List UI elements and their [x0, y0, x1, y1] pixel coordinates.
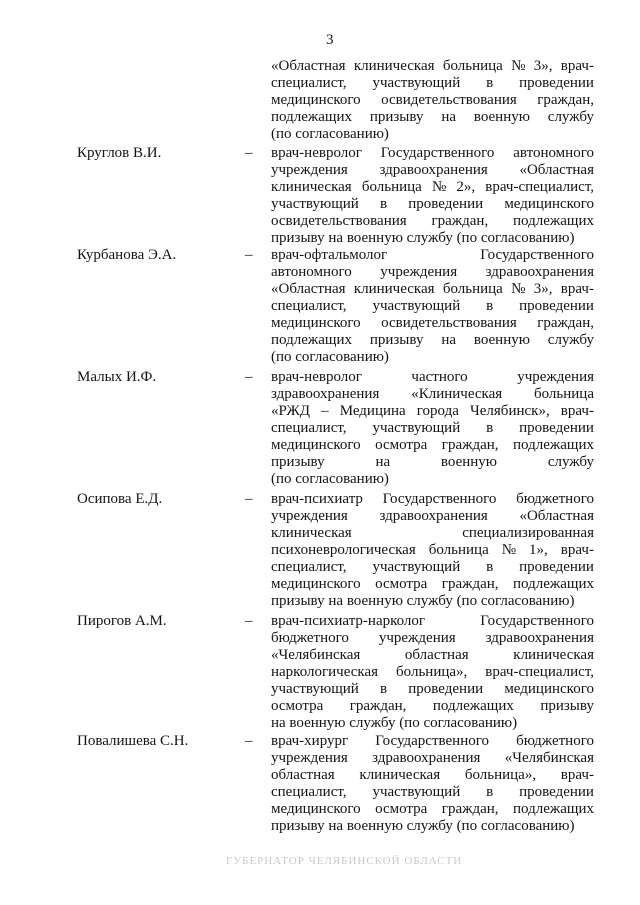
- footer-stamp: ГУБЕРНАТОР ЧЕЛЯБИНСКОЙ ОБЛАСТИ: [226, 855, 463, 867]
- text-line: участвующий в проведении медицинского: [271, 196, 594, 213]
- text-line: специалист, участвующий в проведении: [271, 298, 594, 315]
- text-line: медицинского осмотра граждан, подлежащих: [271, 801, 594, 818]
- text-line: бюджетного учреждения здравоохранения: [271, 630, 594, 647]
- text-line: на военную службу (по согласованию): [271, 715, 518, 732]
- text-line: подлежащих призыву на военную службу: [271, 332, 594, 349]
- text-line: врач-офтальмолог Государственного: [271, 247, 594, 263]
- text-line: врач-психиатр Государственного бюджетного: [271, 491, 594, 507]
- text-line: медицинского освидетельствования граждан,: [271, 315, 594, 332]
- text-line: клиническая больница № 2», врач-специалист,: [271, 179, 594, 196]
- dash-separator: –: [245, 613, 253, 629]
- person-name: Повалишева С.Н.: [77, 733, 189, 749]
- text-line: призыву на военную службу: [271, 454, 594, 471]
- person-name: Круглов В.И.: [77, 145, 162, 161]
- text-line: учреждения здравоохранения «Областная: [271, 508, 594, 525]
- text-line: здравоохранения «Клиническая больница: [271, 386, 594, 403]
- text-line: участвующий в проведении медицинского: [271, 681, 594, 698]
- text-line: «Областная клиническая больница № 3», врач-: [271, 58, 594, 74]
- text-line: автономного учреждения здравоохранения: [271, 264, 594, 281]
- page-number: 3: [326, 32, 334, 48]
- text-line: наркологическая больница», врач-специалист,: [271, 664, 594, 681]
- text-line: специалист, участвующий в проведении: [271, 75, 594, 92]
- text-line: «Челябинская областная клиническая: [271, 647, 594, 664]
- text-line: подлежащих призыву на военную службу: [271, 109, 594, 126]
- text-line: освидетельствования граждан, подлежащих: [271, 213, 594, 230]
- text-line: специалист, участвующий в проведении: [271, 784, 594, 801]
- person-name: Малых И.Ф.: [77, 369, 157, 385]
- text-line: призыву на военную службу (по согласованию): [271, 593, 575, 610]
- text-line: специалист, участвующий в проведении: [271, 559, 594, 576]
- person-name: Курбанова Э.А.: [77, 247, 177, 263]
- dash-separator: –: [245, 491, 253, 507]
- text-line: «РЖД – Медицина города Челябинск», врач-: [271, 403, 594, 420]
- text-line: (по согласованию): [271, 126, 389, 143]
- text-line: (по согласованию): [271, 349, 389, 366]
- dash-separator: –: [245, 369, 253, 385]
- text-line: областная клиническая больница», врач-: [271, 767, 594, 784]
- text-line: учреждения здравоохранения «Челябинская: [271, 750, 594, 767]
- text-line: призыву на военную службу (по согласованию): [271, 230, 575, 247]
- text-line: медицинского осмотра граждан, подлежащих: [271, 576, 594, 593]
- dash-separator: –: [245, 733, 253, 749]
- dash-separator: –: [245, 145, 253, 161]
- text-line: клиническая специализированная: [271, 525, 594, 542]
- text-line: «Областная клиническая больница № 3», врач-: [271, 281, 594, 298]
- text-line: врач-невролог частного учреждения: [271, 369, 594, 385]
- text-line: медицинского осмотра граждан, подлежащих: [271, 437, 594, 454]
- text-line: врач-хирург Государственного бюджетного: [271, 733, 594, 749]
- text-line: учреждения здравоохранения «Областная: [271, 162, 594, 179]
- text-line: врач-невролог Государственного автономного: [271, 145, 594, 161]
- text-line: врач-психиатр-нарколог Государственного: [271, 613, 594, 629]
- person-name: Пирогов А.М.: [77, 613, 167, 629]
- person-name: Осипова Е.Д.: [77, 491, 163, 507]
- text-line: осмотра граждан, подлежащих призыву: [271, 698, 594, 715]
- text-line: призыву на военную службу (по согласованию): [271, 818, 575, 835]
- text-line: (по согласованию): [271, 471, 389, 488]
- text-line: специалист, участвующий в проведении: [271, 420, 594, 437]
- dash-separator: –: [245, 247, 253, 263]
- text-line: психоневрологическая больница № 1», врач-: [271, 542, 594, 559]
- text-line: медицинского освидетельствования граждан,: [271, 92, 594, 109]
